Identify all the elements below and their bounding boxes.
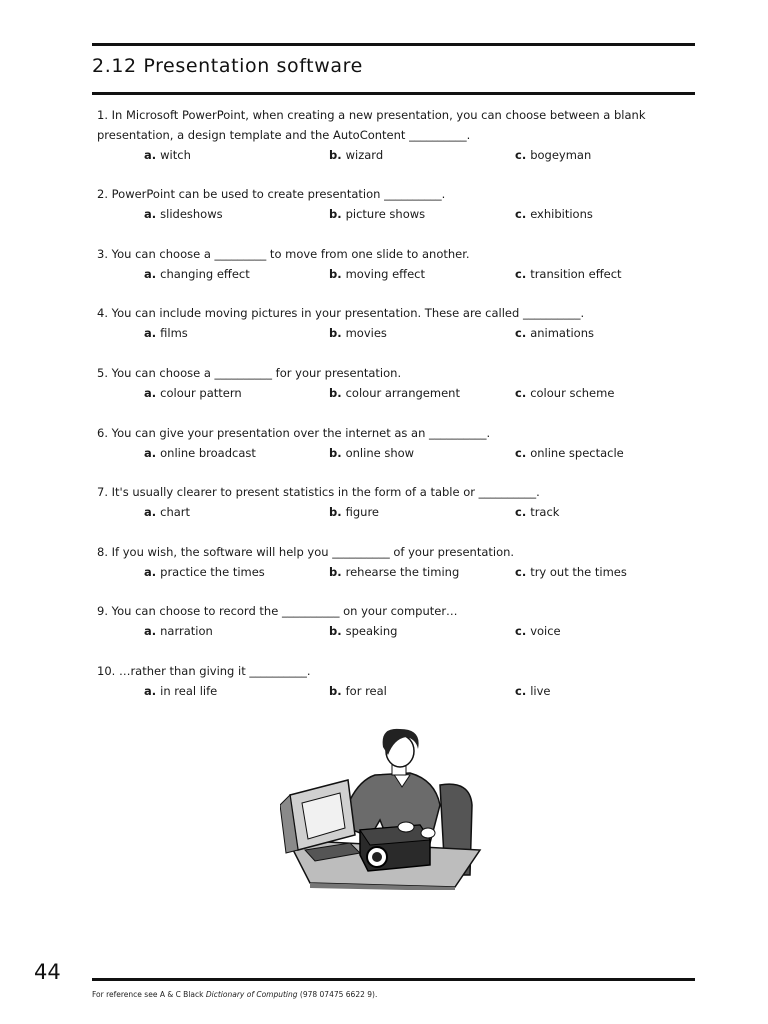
top-rule <box>92 43 695 46</box>
answer-options <box>97 621 697 641</box>
option-text: exhibitions <box>530 207 593 221</box>
option-text: online broadcast <box>160 446 256 460</box>
option-c <box>515 443 624 463</box>
option-letter: a. <box>144 446 157 460</box>
option-letter: a. <box>144 505 157 519</box>
question-7 <box>97 482 697 522</box>
title-rule <box>92 92 695 95</box>
option-text: chart <box>160 505 191 519</box>
question-1 <box>97 105 697 165</box>
option-b <box>329 621 397 641</box>
option-letter: b. <box>329 207 342 221</box>
option-letter: c. <box>515 386 527 400</box>
option-letter: b. <box>329 446 342 460</box>
option-b <box>329 145 383 165</box>
option-letter: b. <box>329 267 342 281</box>
option-text: movies <box>345 326 387 340</box>
option-letter: c. <box>515 267 527 281</box>
option-letter: c. <box>515 684 527 698</box>
option-letter: b. <box>329 565 342 579</box>
question-4 <box>97 303 697 343</box>
option-letter: a. <box>144 684 157 698</box>
question-6 <box>97 423 697 463</box>
option-text: changing effect <box>160 267 250 281</box>
option-text: figure <box>345 505 379 519</box>
answer-options <box>97 502 697 522</box>
option-letter: b. <box>329 624 342 638</box>
footer-rule <box>92 978 695 981</box>
option-c <box>515 204 593 224</box>
option-text: slideshows <box>160 207 223 221</box>
woman-with-computer-and-projector-icon <box>280 725 490 890</box>
question-stem-continued: presentation, a design template and the AutoContent __________. <box>97 128 471 142</box>
page-title: 2.12 Presentation software <box>92 55 363 77</box>
option-b <box>329 204 425 224</box>
option-letter: a. <box>144 267 157 281</box>
option-text: picture shows <box>345 207 426 221</box>
question-stem: 4. You can include moving pictures in your presentation. These are called __________. <box>97 306 585 320</box>
question-stem: 7. It's usually clearer to present statistics in the form of a table or __________. <box>97 485 540 499</box>
option-a <box>144 204 223 224</box>
option-text: for real <box>345 684 387 698</box>
option-text: track <box>530 505 560 519</box>
option-c <box>515 562 627 582</box>
option-letter: a. <box>144 624 157 638</box>
option-text: transition effect <box>530 267 622 281</box>
option-text: live <box>530 684 551 698</box>
answer-options <box>97 443 697 463</box>
question-stem: 6. You can give your presentation over the internet as an __________. <box>97 426 491 440</box>
page-number: 44 <box>34 960 61 984</box>
answer-options <box>97 681 697 701</box>
option-text: bogeyman <box>530 148 592 162</box>
option-text: in real life <box>160 684 218 698</box>
footer-reference <box>92 990 377 999</box>
option-a <box>144 264 250 284</box>
option-text: voice <box>530 624 561 638</box>
option-b <box>329 383 460 403</box>
option-letter: a. <box>144 565 157 579</box>
question-3 <box>97 244 697 284</box>
question-stem: 2. PowerPoint can be used to create presentation __________. <box>97 187 446 201</box>
question-2 <box>97 184 697 224</box>
option-letter: b. <box>329 684 342 698</box>
answer-options <box>97 323 697 343</box>
option-b <box>329 323 387 343</box>
option-letter: b. <box>329 505 342 519</box>
option-letter: c. <box>515 624 527 638</box>
option-text: witch <box>160 148 191 162</box>
option-c <box>515 383 614 403</box>
option-c <box>515 681 550 701</box>
option-c <box>515 502 559 522</box>
option-text: rehearse the timing <box>345 565 460 579</box>
question-5 <box>97 363 697 403</box>
option-letter: a. <box>144 207 157 221</box>
option-letter: c. <box>515 446 527 460</box>
option-letter: a. <box>144 148 157 162</box>
question-stem: 10. …rather than giving it __________. <box>97 664 311 678</box>
option-text: practice the times <box>160 565 265 579</box>
option-a <box>144 681 217 701</box>
question-8 <box>97 542 697 582</box>
answer-options <box>97 145 697 165</box>
option-text: wizard <box>345 148 384 162</box>
option-letter: b. <box>329 148 342 162</box>
option-letter: c. <box>515 207 527 221</box>
option-a <box>144 145 191 165</box>
answer-options <box>97 264 697 284</box>
option-letter: c. <box>515 326 527 340</box>
option-letter: a. <box>144 386 157 400</box>
option-a <box>144 562 265 582</box>
option-b <box>329 502 379 522</box>
footer-suffix: (978 07475 6622 9). <box>297 990 378 999</box>
option-letter: b. <box>329 326 342 340</box>
option-text: colour scheme <box>530 386 615 400</box>
option-letter: a. <box>144 326 157 340</box>
option-a <box>144 383 242 403</box>
option-text: try out the times <box>530 565 627 579</box>
answer-options <box>97 562 697 582</box>
option-text: animations <box>530 326 594 340</box>
option-c <box>515 145 591 165</box>
question-stem: 8. If you wish, the software will help you __________ of your presentation. <box>97 545 515 559</box>
question-stem: 9. You can choose to record the __________ on your computer… <box>97 604 458 618</box>
option-c <box>515 621 561 641</box>
option-letter: b. <box>329 386 342 400</box>
question-10 <box>97 661 697 701</box>
footer-book-title: Dictionary of Computing <box>205 990 298 999</box>
option-b <box>329 443 414 463</box>
option-b <box>329 562 459 582</box>
question-9 <box>97 601 697 641</box>
option-letter: c. <box>515 148 527 162</box>
option-letter: c. <box>515 505 527 519</box>
option-text: online show <box>345 446 415 460</box>
option-a <box>144 323 188 343</box>
footer-prefix: For reference see A & C Black <box>92 990 206 999</box>
question-stem: 5. You can choose a __________ for your presentation. <box>97 366 402 380</box>
option-a <box>144 621 213 641</box>
option-text: films <box>160 326 188 340</box>
option-text: online spectacle <box>530 446 624 460</box>
question-stem: 3. You can choose a _________ to move from one slide to another. <box>97 247 470 261</box>
answer-options <box>97 383 697 403</box>
option-text: speaking <box>345 624 398 638</box>
option-b <box>329 264 425 284</box>
option-b <box>329 681 387 701</box>
option-c <box>515 323 594 343</box>
option-a <box>144 502 190 522</box>
option-text: narration <box>160 624 213 638</box>
option-text: colour pattern <box>160 386 242 400</box>
answer-options <box>97 204 697 224</box>
option-c <box>515 264 622 284</box>
option-text: moving effect <box>345 267 425 281</box>
option-text: colour arrangement <box>345 386 460 400</box>
option-letter: c. <box>515 565 527 579</box>
option-a <box>144 443 256 463</box>
question-stem: 1. In Microsoft PowerPoint, when creating a new presentation, you can choose between a blank <box>97 108 646 122</box>
